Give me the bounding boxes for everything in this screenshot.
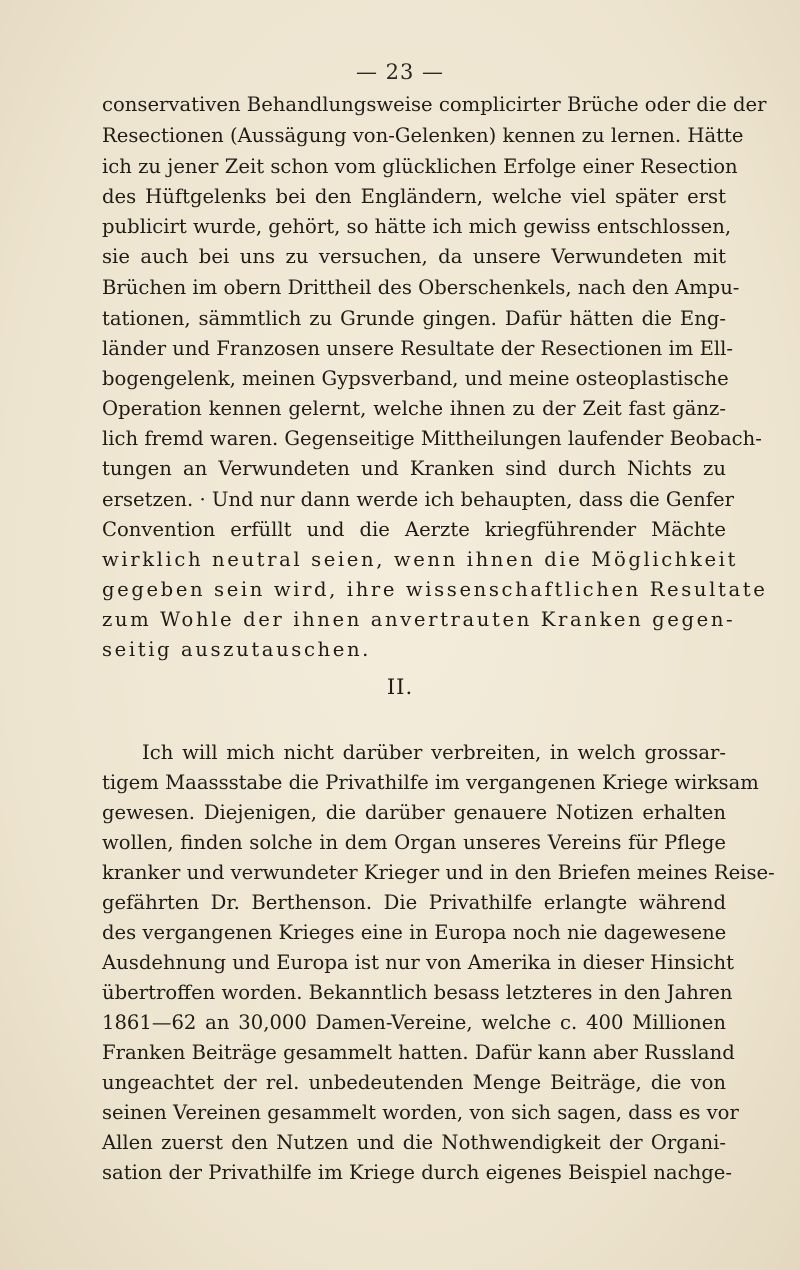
text-line: wollen, finden solche in dem Organ unseres Vereins für Pflege [102, 831, 726, 854]
text-line: publicirt wurde, gehört, so hätte ich mich gewiss entschlossen, [102, 215, 732, 238]
text-line: kranker und verwundeter Krieger und in den Briefen meines Reise- [102, 861, 775, 884]
text-line: gewesen. Diejenigen, die darüber genauere Notizen erhalten [102, 801, 726, 824]
text-line: ich zu jener Zeit schon vom glücklichen Erfolge einer Resection [102, 155, 738, 178]
text-line: Operation kennen gelernt, welche ihnen zu der Zeit fast gänz- [102, 397, 726, 420]
text-line: tationen, sämmtlich zu Grunde gingen. Dafür hätten die Eng- [102, 307, 726, 330]
section-heading: II. [386, 675, 414, 699]
text-line: conservativen Behandlungsweise complicirter Brüche oder die der [102, 93, 767, 116]
text-line: Allen zuerst den Nutzen und die Nothwendigkeit der Organi- [102, 1131, 726, 1154]
text-line: wirklich neutral seien, wenn ihnen die Möglichkeit [102, 548, 739, 571]
text-line: gegeben sein wird, ihre wissenschaftlichen Resultate [102, 578, 768, 601]
text-line: sie auch bei uns zu versuchen, da unsere Verwundeten mit [102, 245, 726, 268]
text-line: länder und Franzosen unsere Resultate der Resectionen im Ell- [102, 337, 734, 360]
text-line: Ich will mich nicht darüber verbreiten, in welch grossar- [142, 741, 726, 764]
text-line: seitig auszutauschen. [102, 638, 371, 661]
text-line: des vergangenen Krieges eine in Europa noch nie dagewesene [102, 921, 727, 944]
text-line: seinen Vereinen gesammelt worden, von sich sagen, dass es vor [102, 1101, 739, 1124]
text-line: des Hüftgelenks bei den Engländern, welche viel später erst [102, 185, 726, 208]
text-line: sation der Privathilfe im Kriege durch eigenes Beispiel nachge- [102, 1161, 732, 1184]
text-line: bogengelenk, meinen Gypsverband, und meine osteoplastische [102, 367, 729, 390]
text-line: Convention erfüllt und die Aerzte kriegführender Mächte [102, 518, 726, 541]
text-line: tungen an Verwundeten und Kranken sind durch Nichts zu [102, 457, 726, 480]
text-line: ersetzen. · Und nur dann werde ich behaupten, dass die Genfer [102, 488, 734, 511]
text-line: Resectionen (Aussägung von-Gelenken) kennen zu lernen. Hätte [102, 124, 744, 147]
text-line: Franken Beiträge gesammelt hatten. Dafür kann aber Russland [102, 1041, 735, 1064]
text-line: ungeachtet der rel. unbedeutenden Menge Beiträge, die von [102, 1071, 726, 1094]
text-line: Brüchen im obern Drittheil des Oberschenkels, nach den Ampu- [102, 276, 740, 299]
text-line: zum Wohle der ihnen anvertrauten Kranken gegen- [102, 608, 736, 631]
text-line: Ausdehnung und Europa ist nur von Amerika in dieser Hinsicht [102, 951, 734, 974]
page-number: — 23 — [355, 60, 445, 84]
text-line: übertroffen worden. Bekanntlich besass letzteres in den Jahren [102, 981, 733, 1004]
text-line: gefährten Dr. Berthenson. Die Privathilfe erlangte während [102, 891, 726, 914]
text-line: 1861—62 an 30,000 Damen-Vereine, welche c. 400 Millionen [102, 1011, 726, 1034]
text-line: lich fremd waren. Gegenseitige Mittheilungen laufender Beobach- [102, 427, 762, 450]
text-line: tigem Maassstabe die Privathilfe im vergangenen Kriege wirksam [102, 771, 759, 794]
